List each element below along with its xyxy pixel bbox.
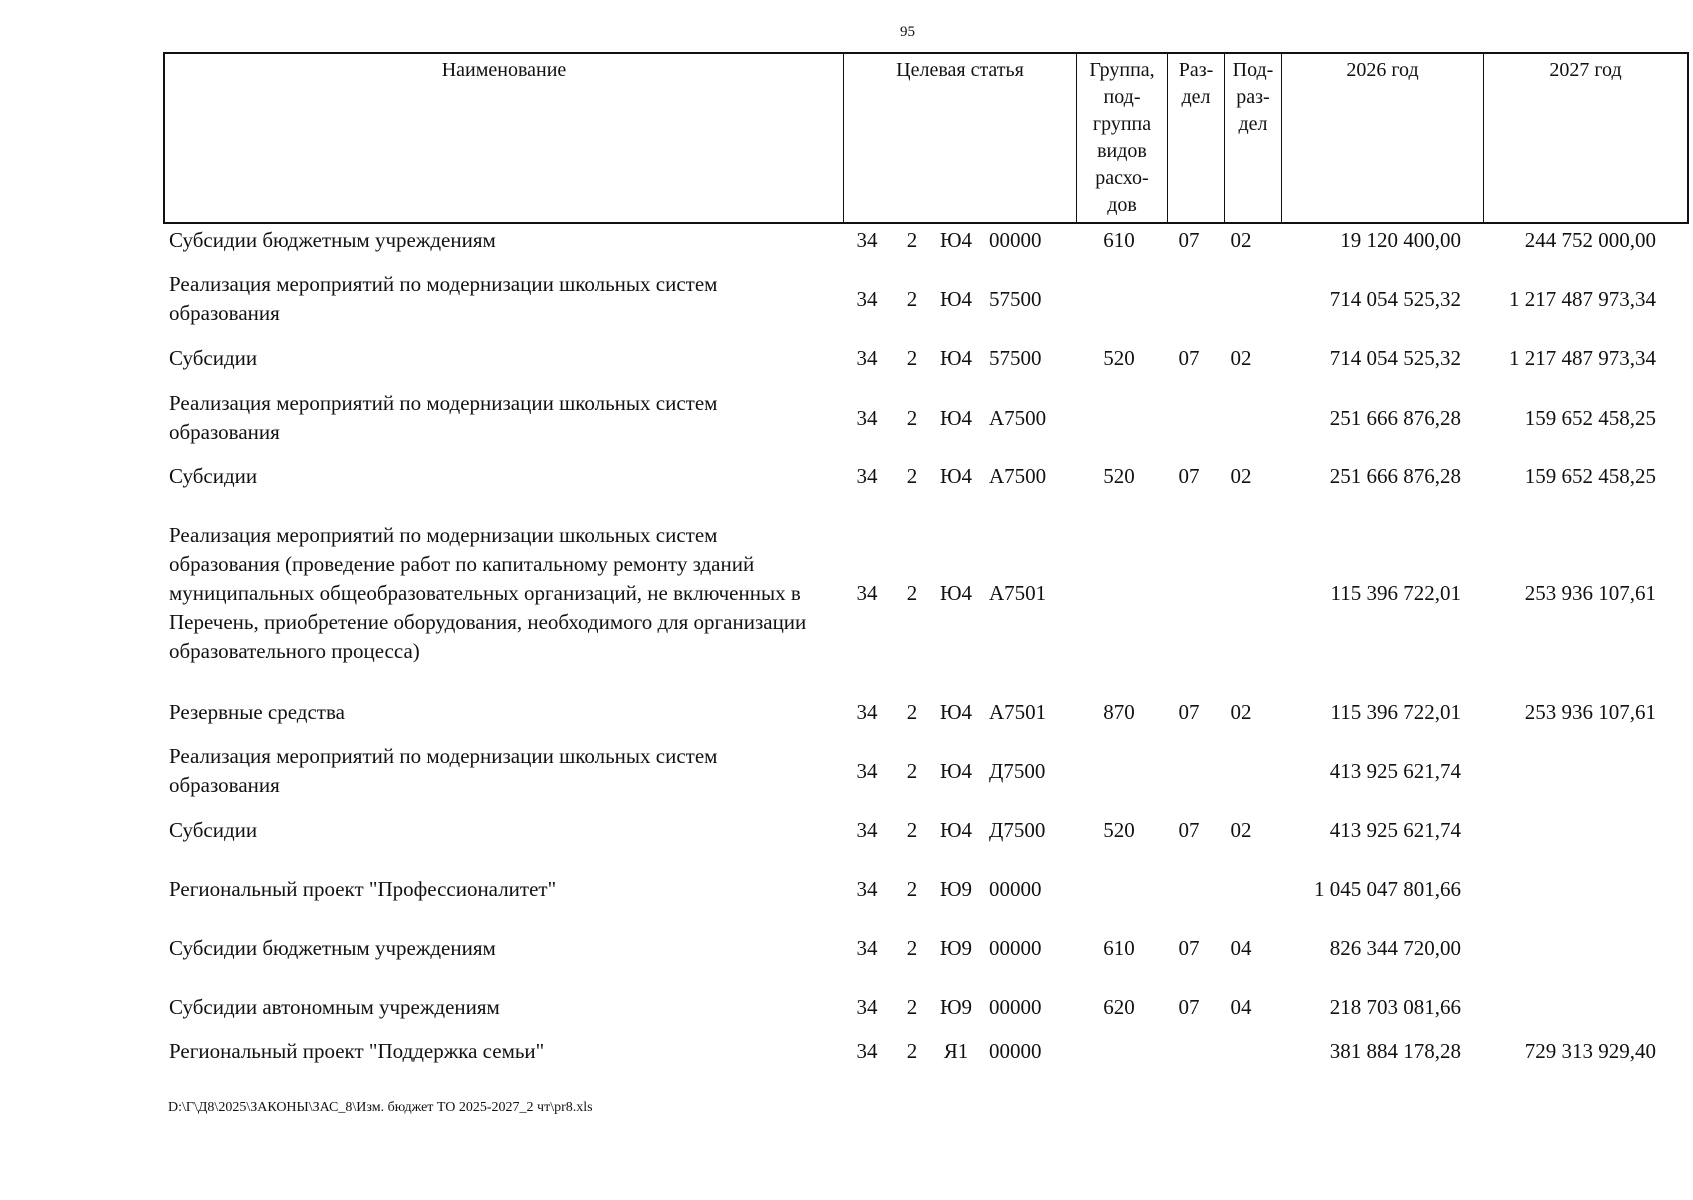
row-name: Субсидии автономным учреждениям: [169, 995, 500, 1019]
row-name: Резервные средства: [169, 700, 345, 724]
row-amount-2027: 253 936 107,61: [1524, 581, 1656, 605]
row-amount-2027: 159 652 458,25: [1524, 406, 1656, 430]
row-code-a: 34: [856, 581, 878, 605]
row-code-c: Ю4: [939, 287, 973, 311]
row-amount-2026: 381 884 178,28: [1329, 1039, 1461, 1063]
row-code-d: 00000: [989, 936, 1042, 960]
row-amount-2026: 251 666 876,28: [1329, 464, 1461, 488]
row-code-c: Ю9: [939, 936, 973, 960]
header-podrazdel-line: Под-: [1232, 59, 1274, 81]
header-target: Целевая статья: [844, 53, 1077, 223]
row-razdel: 07: [1178, 464, 1200, 488]
header-group: [1077, 53, 1168, 223]
row-amount-2027: 253 936 107,61: [1524, 700, 1656, 724]
row-razdel: 07: [1178, 995, 1200, 1019]
row-amount-2026: 115 396 722,01: [1330, 581, 1461, 605]
row-code-b: 2: [906, 346, 918, 370]
header-group-line: под-: [1103, 86, 1141, 108]
row-group: 610: [1103, 228, 1135, 252]
row-code-b: 2: [906, 700, 918, 724]
row-code-d: A7500: [989, 406, 1047, 430]
row-code-a: 34: [856, 877, 878, 901]
row-razdel: 07: [1178, 936, 1200, 960]
row-razdel: 07: [1178, 346, 1200, 370]
row-group: 870: [1103, 700, 1135, 724]
row-amount-2027: 1 217 487 973,34: [1509, 346, 1656, 370]
row-group: 520: [1103, 346, 1135, 370]
row-amount-2027: 244 752 000,00: [1524, 228, 1656, 252]
header-table: [163, 52, 1689, 224]
row-razdel: 07: [1178, 818, 1200, 842]
file-path-footer: D:\Г\Д8\2025\ЗАКОНЫ\ЗАС_8\Изм. бюджет ТО 2025-2027_2 чт\pr8.xls: [168, 1100, 593, 1115]
row-code-b: 2: [906, 406, 918, 430]
row-code-a: 34: [856, 346, 878, 370]
header-group-line: группа: [1092, 113, 1152, 135]
row-razdel: 07: [1178, 700, 1200, 724]
row-code-d: A7501: [989, 700, 1047, 724]
budget-table-header: [163, 52, 1661, 224]
row-code-d: 57500: [989, 287, 1042, 311]
row-podrazdel: 02: [1230, 346, 1252, 370]
row-amount-2026: 826 344 720,00: [1329, 936, 1461, 960]
row-amount-2027: 1 217 487 973,34: [1509, 287, 1656, 311]
row-code-a: 34: [856, 1039, 878, 1063]
row-amount-2026: 1 045 047 801,66: [1314, 877, 1461, 901]
row-amount-2027: 729 313 929,40: [1524, 1039, 1656, 1063]
header-group-line: расхо-: [1095, 167, 1149, 189]
row-code-c: Ю4: [939, 464, 973, 488]
row-code-a: 34: [856, 759, 878, 783]
row-code-b: 2: [906, 759, 918, 783]
row-code-a: 34: [856, 228, 878, 252]
row-code-b: 2: [906, 877, 918, 901]
row-amount-2026: 251 666 876,28: [1329, 406, 1461, 430]
row-code-a: 34: [856, 700, 878, 724]
row-code-b: 2: [906, 464, 918, 488]
row-amount-2026: 218 703 081,66: [1329, 995, 1461, 1019]
row-code-a: 34: [856, 406, 878, 430]
row-name: Субсидии бюджетным учреждениям: [169, 228, 496, 252]
row-amount-2026: 413 925 621,74: [1329, 818, 1461, 842]
row-code-d: Д7500: [989, 759, 1046, 783]
header-razdel: [1168, 53, 1225, 223]
row-code-b: 2: [906, 581, 918, 605]
header-group-line: Группа,: [1089, 59, 1155, 81]
row-code-c: Ю4: [939, 406, 973, 430]
row-code-d: A7500: [989, 464, 1047, 488]
row-name: Субсидии бюджетным учреждениям: [169, 936, 496, 960]
row-code-d: 57500: [989, 346, 1042, 370]
page-number: 95: [900, 24, 915, 40]
row-code-c: Ю4: [939, 581, 973, 605]
row-amount-2026: 19 120 400,00: [1340, 228, 1461, 252]
row-code-b: 2: [906, 818, 918, 842]
row-name: Реализация мероприятий по модернизации школьных систем образования (проведение работ по капитальному ремонту зданий муниципальных общеобразовательных организаций, не включенных в Перечень, приобретение оборудования, необходимого для организации образовательного процесса): [169, 523, 807, 663]
row-podrazdel: 04: [1230, 936, 1252, 960]
row-code-c: Ю4: [939, 759, 973, 783]
header-podrazdel-line: раз-: [1236, 86, 1270, 108]
row-group: 620: [1103, 995, 1135, 1019]
row-code-d: 00000: [989, 228, 1042, 252]
row-code-b: 2: [906, 1039, 918, 1063]
row-podrazdel: 02: [1230, 818, 1252, 842]
row-code-b: 2: [906, 936, 918, 960]
row-name: Реализация мероприятий по модернизации школьных систем образования: [169, 272, 718, 325]
row-code-c: Ю9: [939, 877, 973, 901]
row-name: Субсидии: [169, 818, 258, 842]
header-razdel-line: Раз-: [1178, 59, 1214, 81]
row-code-c: Ю9: [939, 995, 973, 1019]
header-group-line: видов: [1097, 140, 1147, 162]
row-group: 610: [1103, 936, 1135, 960]
row-name: Реализация мероприятий по модернизации школьных систем образования: [169, 391, 718, 444]
row-code-c: Ю4: [939, 700, 973, 724]
row-name: Региональный проект "Поддержка семьи": [169, 1039, 545, 1063]
row-code-c: Ю4: [939, 228, 973, 252]
header-year-2027: 2027 год: [1484, 53, 1689, 223]
row-name: Субсидии: [169, 464, 258, 488]
row-group: 520: [1103, 818, 1135, 842]
row-amount-2026: 115 396 722,01: [1330, 700, 1461, 724]
row-code-c: Ю4: [939, 346, 973, 370]
row-code-d: A7501: [989, 581, 1047, 605]
row-name: Субсидии: [169, 346, 258, 370]
row-razdel: 07: [1178, 228, 1200, 252]
header-name: Наименование: [164, 53, 844, 223]
row-amount-2026: 413 925 621,74: [1329, 759, 1461, 783]
row-code-b: 2: [906, 995, 918, 1019]
row-code-c: Ю4: [939, 818, 973, 842]
row-amount-2026: 714 054 525,32: [1329, 287, 1461, 311]
row-podrazdel: 02: [1230, 700, 1252, 724]
header-year-2026: 2026 год: [1282, 53, 1484, 223]
row-code-a: 34: [856, 995, 878, 1019]
row-amount-2026: 714 054 525,32: [1329, 346, 1461, 370]
row-group: 520: [1103, 464, 1135, 488]
row-code-b: 2: [906, 228, 918, 252]
row-name: Реализация мероприятий по модернизации школьных систем образования: [169, 744, 718, 797]
row-code-a: 34: [856, 464, 878, 488]
row-podrazdel: 02: [1230, 464, 1252, 488]
row-code-a: 34: [856, 818, 878, 842]
row-code-c: Я1: [943, 1039, 969, 1063]
header-podrazdel-line: дел: [1238, 113, 1268, 135]
row-code-d: 00000: [989, 877, 1042, 901]
row-code-a: 34: [856, 287, 878, 311]
header-razdel-line: дел: [1181, 86, 1211, 108]
row-podrazdel: 02: [1230, 228, 1252, 252]
row-name: Региональный проект "Профессионалитет": [169, 877, 557, 901]
row-code-a: 34: [856, 936, 878, 960]
row-code-d: 00000: [989, 1039, 1042, 1063]
header-podrazdel: [1225, 53, 1282, 223]
row-code-b: 2: [906, 287, 918, 311]
row-podrazdel: 04: [1230, 995, 1252, 1019]
row-amount-2027: 159 652 458,25: [1524, 464, 1656, 488]
row-code-d: Д7500: [989, 818, 1046, 842]
header-group-line: дов: [1107, 194, 1137, 216]
row-code-d: 00000: [989, 995, 1042, 1019]
